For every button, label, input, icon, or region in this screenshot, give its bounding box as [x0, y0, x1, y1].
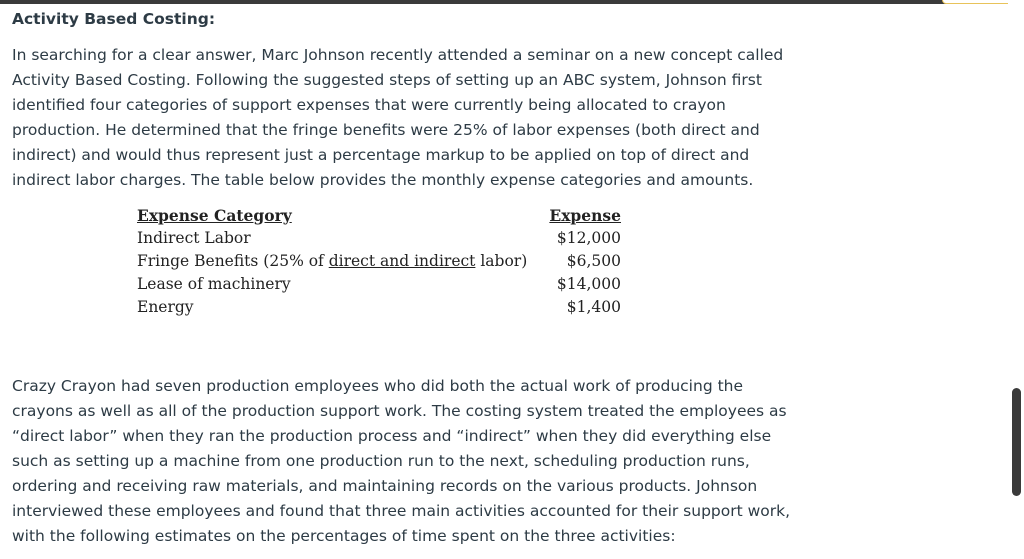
scrollbar-thumb[interactable]	[1012, 388, 1021, 496]
paragraph-line: indirect labor charges. The table below provides the monthly expense categories and amounts.	[12, 171, 754, 189]
expense-amount: $1,400	[566, 298, 621, 316]
paragraph-line: interviewed these employees and found that three main activities accounted for their support work,	[12, 502, 791, 520]
paragraph-line: such as setting up a machine from one production run to the next, scheduling production runs,	[12, 452, 750, 470]
paragraph-line: with the following estimates on the percentages of time spent on the three activities:	[12, 527, 676, 545]
expense-category-header: Expense Category	[137, 206, 292, 225]
table-header-row	[137, 204, 621, 227]
expense-category: Indirect Labor	[137, 229, 251, 247]
expense-category	[137, 250, 527, 273]
table-row	[137, 250, 621, 273]
expense-amount: $14,000	[556, 275, 621, 293]
category-text: labor)	[475, 252, 528, 270]
vertical-scrollbar[interactable]	[1008, 0, 1024, 559]
paragraph-line: ordering and receiving raw materials, and maintaining records on the various products. Johnson	[12, 477, 758, 495]
paragraph-line: indirect) and would thus represent just a percentage markup to be applied on top of direct and	[12, 146, 750, 164]
intro-paragraph	[12, 43, 784, 193]
category-underlined-text: direct and indirect	[328, 252, 476, 270]
expense-amount: $12,000	[556, 229, 621, 247]
paragraph-line: crayons as well as all of the production support work. The costing system treated the employees as	[12, 402, 787, 420]
table-row	[137, 227, 621, 250]
top-bar	[0, 0, 1024, 4]
paragraph-line: identified four categories of support expenses that were currently being allocated to crayon	[12, 96, 726, 114]
body-paragraph	[12, 374, 791, 549]
paragraph-line: Activity Based Costing. Following the suggested steps of setting up an ABC system, Johnson first	[12, 71, 762, 89]
paragraph-line: Crazy Crayon had seven production employees who did both the actual work of producing the	[12, 377, 744, 395]
paragraph-line: “direct labor” when they ran the production process and “indirect” when they did everything else	[12, 427, 772, 445]
table-row	[137, 273, 621, 296]
paragraph-line: production. He determined that the fringe benefits were 25% of labor expenses (both direct and	[12, 121, 760, 139]
section-heading: Activity Based Costing:	[12, 10, 216, 28]
expense-category: Lease of machinery	[137, 275, 291, 293]
expense-amount-header: Expense	[549, 206, 621, 225]
expense-category: Energy	[137, 298, 194, 316]
expense-amount: $6,500	[566, 252, 621, 270]
paragraph-line: In searching for a clear answer, Marc Johnson recently attended a seminar on a new concept called	[12, 46, 784, 64]
table-row	[137, 296, 621, 319]
expense-table	[137, 204, 621, 319]
top-tab[interactable]	[942, 0, 1012, 4]
category-text: Fringe Benefits (25% of	[137, 252, 329, 270]
